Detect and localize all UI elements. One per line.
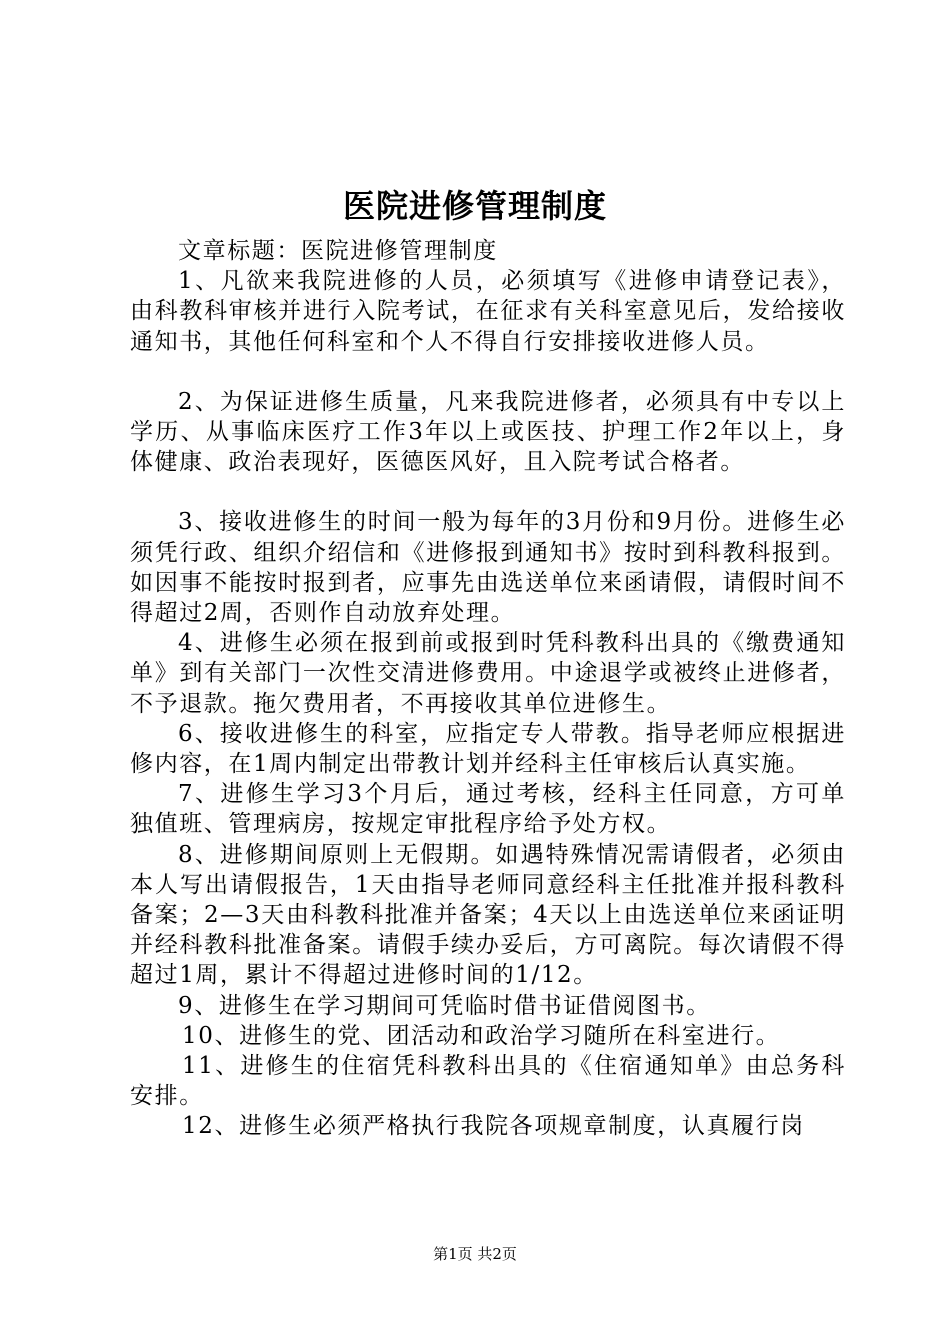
document-body bbox=[130, 236, 846, 1142]
paragraph-8: 8、进修期间原则上无假期。如遇特殊情况需请假者，必须由本人写出请假报告，1天由指导老师同意经科主任批准并报科教科备案；2—3天由科教科批准并备案；4天以上由选送单位来函证明并经科教科批准备案。请假手续办妥后，方可离院。每次请假不得超过1周，累计不得超过进修时间的1/12。 bbox=[130, 841, 846, 989]
paragraph-12: 12、进修生必须严格执行我院各项规章制度，认真履行岗 bbox=[182, 1113, 805, 1140]
paragraph-gap bbox=[130, 357, 846, 387]
paragraph-6: 6、接收进修生的科室，应指定专人带教。指导老师应根据进修内容，在1周内制定出带教计划并经科主任审核后认真实施。 bbox=[130, 720, 846, 778]
paragraph-2: 2、为保证进修生质量，凡来我院进修者，必须具有中专以上学历、从事临床医疗工作3年以上或医技、护理工作2年以上，身体健康、政治表现好，医德医风好，且入院考试合格者。 bbox=[130, 388, 846, 476]
paragraph-10: 10、进修生的党、团活动和政治学习随所在科室进行。 bbox=[182, 1022, 781, 1049]
paragraph-11: 11、进修生的住宿凭科教科出具的《住宿通知单》由总务科安排。 bbox=[130, 1053, 846, 1110]
paragraph-7: 7、进修生学习3个月后，通过考核，经科主任同意，方可单独值班、管理病房，按规定审批程序给予处方权。 bbox=[130, 781, 846, 838]
paragraph-9: 9、进修生在学习期间可凭临时借书证借阅图书。 bbox=[178, 992, 711, 1019]
paragraph-3: 3、接收进修生的时间一般为每年的3月份和9月份。进修生必须凭行政、组织介绍信和《进修报到通知书》按时到科教科报到。如因事不能按时报到者，应事先由选送单位来函请假，请假时间不得超过2周，否则作自动放弃处理。 bbox=[130, 509, 846, 627]
page-footer: 第1页 共2页 bbox=[433, 1245, 517, 1263]
document-title: 医院进修管理制度 bbox=[342, 187, 607, 225]
article-heading-line: 文章标题：医院进修管理制度 bbox=[178, 238, 498, 264]
paragraph-gap bbox=[130, 477, 846, 507]
paragraph-4: 4、进修生必须在报到前或报到时凭科教科出具的《缴费通知单》到有关部门一次性交清进修费用。中途退学或被终止进修者，不予退款。拖欠费用者，不再接收其单位进修生。 bbox=[130, 630, 846, 717]
paragraph-1: 1、凡欲来我院进修的人员，必须填写《进修申请登记表》，由科教科审核并进行入院考试，在征求有关科室意见后，发给接收通知书，其他任何科室和个人不得自行安排接收进修人员。 bbox=[130, 268, 846, 355]
